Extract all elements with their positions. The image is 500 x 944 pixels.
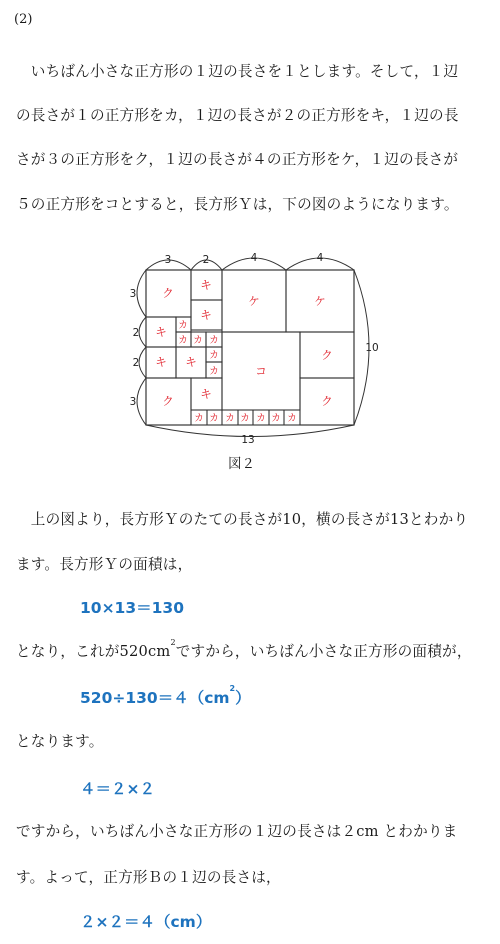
body-line-3-post: ですから，いちばん小さな正方形の面積が，	[175, 643, 472, 660]
label-ka-10: カ	[240, 413, 250, 424]
label-ka-7: カ	[194, 413, 204, 424]
formula-area: 10×13＝130	[80, 599, 184, 617]
label-ki-5: キ	[185, 355, 197, 369]
figure-2-diagram	[120, 246, 379, 448]
dim-top-4: 4	[316, 252, 324, 264]
label-ki-1: キ	[200, 278, 212, 292]
dim-left-4: 3	[129, 396, 137, 408]
dim-left-2: 2	[132, 327, 140, 339]
label-ki-3: キ	[155, 325, 167, 339]
label-ko: コ	[255, 364, 267, 378]
problem-number: (2)	[14, 12, 33, 27]
label-ka-2: カ	[178, 335, 188, 346]
dim-left-1: 3	[129, 288, 137, 300]
dim-bottom: 13	[241, 434, 255, 446]
label-ku-3: ク	[321, 394, 333, 408]
label-ka-9: カ	[225, 413, 235, 424]
label-ku-4: ク	[162, 394, 174, 408]
label-ka-11: カ	[256, 413, 266, 424]
label-ka-13: カ	[287, 413, 297, 424]
label-ke-1: ケ	[248, 294, 260, 308]
dim-top-2: 2	[202, 254, 210, 266]
dim-top-3: 4	[250, 252, 258, 264]
dim-top-1: 3	[164, 254, 172, 266]
intro-line-4: ５の正方形をコとすると，長方形Ｙは，下の図のようになります。	[16, 196, 459, 213]
intro-line-2: の長さが１の正方形をカ，１辺の長さが２の正方形をキ，１辺の長	[16, 107, 459, 124]
dim-left-3: 2	[132, 357, 140, 369]
label-ka-1: カ	[178, 320, 188, 331]
body-line-6: す。よって，正方形Ｂの１辺の長さは，	[16, 869, 281, 886]
label-ka-8: カ	[209, 413, 219, 424]
formula-side-b: ２×２＝４（cm）	[80, 913, 212, 931]
label-ki-6: キ	[200, 387, 212, 401]
body-line-3-sup: 2	[170, 638, 176, 647]
formula-unit-area-post: ）	[235, 689, 251, 707]
formula-unit-area-sup: 2	[229, 684, 236, 693]
body-line-4: となります。	[16, 733, 104, 750]
formula-unit-area	[80, 686, 251, 708]
formula-square-root: ４＝２×２	[80, 780, 155, 798]
label-ka-5: カ	[209, 350, 219, 361]
intro-line-3: さが３の正方形をク，１辺の長さが４の正方形をケ，１辺の長さが	[16, 151, 459, 168]
formula-unit-area-pre: 520÷130＝４（cm	[80, 689, 230, 707]
label-ki-2: キ	[200, 308, 212, 322]
label-ku-2: ク	[321, 348, 333, 362]
label-ka-6: カ	[209, 366, 219, 377]
label-ka-12: カ	[271, 413, 281, 424]
label-ke-2: ケ	[314, 294, 326, 308]
dim-right: 10	[365, 342, 379, 354]
body-line-3-pre: となり，これが520cm	[16, 643, 171, 660]
label-ki-4: キ	[155, 355, 167, 369]
label-ku-1: ク	[162, 286, 174, 300]
body-line-2: ます。長方形Ｙの面積は，	[16, 556, 193, 573]
body-line-5: ですから，いちばん小さな正方形の１辺の長さは２cm とわかりま	[16, 823, 458, 840]
body-line-1: 上の図より，長方形Ｙのたての長さが10，横の長さが13とわかり	[16, 511, 469, 528]
body-line-3	[16, 640, 472, 661]
label-ka-3: カ	[193, 335, 203, 346]
figure-caption: 図２	[228, 456, 255, 472]
label-ka-4: カ	[209, 335, 219, 346]
intro-line-1: いちばん小さな正方形の１辺の長さを１とします。そして，１辺	[16, 63, 459, 80]
